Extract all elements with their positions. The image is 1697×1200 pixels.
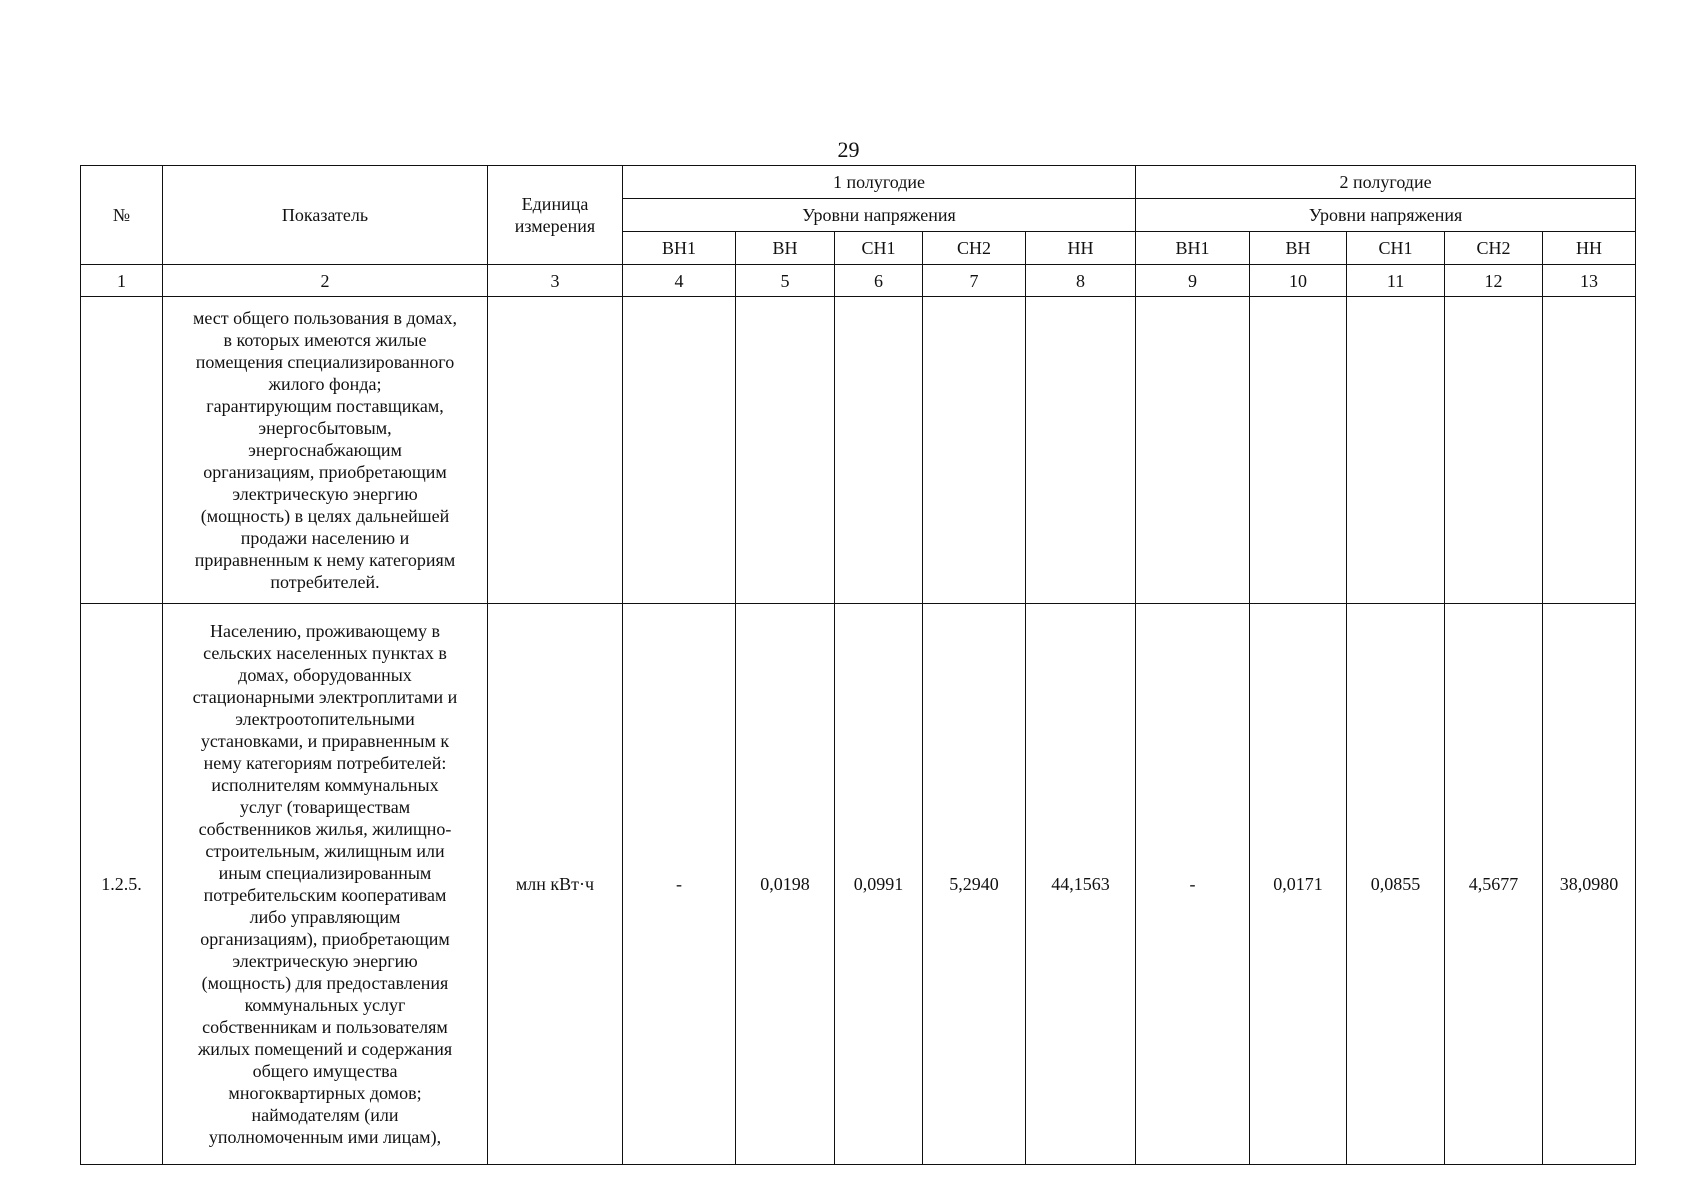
- unit-cell: млн кВт·ч: [488, 604, 623, 1165]
- indicator-line: многоквартирных домов;: [228, 1083, 422, 1103]
- unit-cell: [488, 297, 623, 604]
- indicator-line: исполнителям коммунальных: [211, 775, 439, 795]
- value-cell: 0,0198: [736, 604, 835, 1165]
- value-cell: 0,0855: [1347, 604, 1445, 1165]
- header-level: СН1: [835, 232, 923, 265]
- header-level: ВН: [1250, 232, 1347, 265]
- row-number: 1.2.5.: [81, 604, 163, 1165]
- value-cell: -: [623, 604, 736, 1165]
- indicator-line: продажи населению и: [240, 528, 410, 548]
- column-number: 5: [736, 265, 835, 297]
- indicator-line: в которых имеются жилые: [223, 330, 427, 350]
- indicator-line: общего имущества: [252, 1061, 398, 1081]
- indicator-line: гарантирующим поставщикам,: [206, 396, 444, 416]
- value-cell: [1136, 297, 1250, 604]
- indicator-line: электрическую энергию: [232, 484, 418, 504]
- column-number: 12: [1445, 265, 1543, 297]
- indicator-line: приравненным к нему категориям: [194, 550, 456, 570]
- indicator-line: наймодателям (или: [251, 1105, 399, 1125]
- indicator-line: нему категориям потребителей:: [203, 753, 447, 773]
- indicator-line: строительным, жилищным или: [205, 841, 445, 861]
- header-level: ВН: [736, 232, 835, 265]
- column-number: 13: [1543, 265, 1636, 297]
- value-cell: [1543, 297, 1636, 604]
- header-level: СН1: [1347, 232, 1445, 265]
- header-level: СН2: [1445, 232, 1543, 265]
- indicator-line: организациям, приобретающим: [203, 462, 447, 482]
- header-indicator: Показатель: [163, 166, 488, 265]
- indicator-line: либо управляющим: [249, 907, 401, 927]
- indicator-line: домах, оборудованных: [238, 665, 412, 685]
- indicator-line: помещения специализированного: [195, 352, 455, 372]
- value-cell: 0,0171: [1250, 604, 1347, 1165]
- header-half-1: 1 полугодие: [623, 166, 1136, 199]
- indicator-line: энергоснабжающим: [248, 440, 402, 460]
- header-unit: Единица измерения: [488, 166, 623, 265]
- value-cell: 5,2940: [923, 604, 1026, 1165]
- value-cell: 38,0980: [1543, 604, 1636, 1165]
- column-number: 3: [488, 265, 623, 297]
- header-levels-2: Уровни напряжения: [1136, 199, 1636, 232]
- indicator-line: жилого фонда;: [268, 374, 382, 394]
- table-row: [81, 604, 1636, 1165]
- row-number: [81, 297, 163, 604]
- indicator-line: Населению, проживающему в: [209, 621, 441, 641]
- indicator-line: иным специализированным: [218, 863, 432, 883]
- column-number: 4: [623, 265, 736, 297]
- indicator-text: [163, 604, 488, 1165]
- column-number: 7: [923, 265, 1026, 297]
- indicator-line: энергосбытовым,: [258, 418, 392, 438]
- indicator-line: сельских населенных пунктах в: [203, 643, 447, 663]
- indicator-line: организациям), приобретающим: [200, 929, 450, 949]
- indicator-line: потребителей.: [270, 572, 380, 592]
- page-number: 29: [837, 137, 860, 162]
- indicator-line: уполномоченным ими лицам),: [208, 1127, 442, 1147]
- value-cell: [1026, 297, 1136, 604]
- indicator-line: собственников жилья, жилищно-: [198, 819, 452, 839]
- header-level: СН2: [923, 232, 1026, 265]
- value-cell: [835, 297, 923, 604]
- header-levels-1: Уровни напряжения: [623, 199, 1136, 232]
- column-number: 8: [1026, 265, 1136, 297]
- value-cell: 44,1563: [1026, 604, 1136, 1165]
- column-number: 6: [835, 265, 923, 297]
- header-level: НН: [1543, 232, 1636, 265]
- indicator-line: (мощность) в целях дальнейшей: [200, 506, 450, 526]
- indicator-line: собственникам и пользователям: [202, 1017, 448, 1037]
- indicator-line: жилых помещений и содержания: [197, 1039, 453, 1059]
- indicator-line: (мощность) для предоставления: [201, 973, 449, 993]
- header-level: ВН1: [1136, 232, 1250, 265]
- value-cell: 4,5677: [1445, 604, 1543, 1165]
- value-cell: 0,0991: [835, 604, 923, 1165]
- value-cell: [923, 297, 1026, 604]
- column-number: 2: [163, 265, 488, 297]
- indicator-line: мест общего пользования в домах,: [192, 308, 458, 328]
- value-cell: [623, 297, 736, 604]
- column-number: 1: [81, 265, 163, 297]
- indicator-text: [163, 297, 488, 604]
- value-cell: [1445, 297, 1543, 604]
- header-half-2: 2 полугодие: [1136, 166, 1636, 199]
- indicator-line: коммунальных услуг: [244, 995, 406, 1015]
- header-level: ВН1: [623, 232, 736, 265]
- data-table: [80, 165, 1636, 1165]
- indicator-line: электроотопительными: [235, 709, 415, 729]
- column-number: 11: [1347, 265, 1445, 297]
- header-no: №: [81, 166, 163, 265]
- indicator-line: услуг (товариществам: [239, 797, 411, 817]
- value-cell: [1250, 297, 1347, 604]
- value-cell: -: [1136, 604, 1250, 1165]
- indicator-line: стационарными электроплитами и: [192, 687, 458, 707]
- column-number: 10: [1250, 265, 1347, 297]
- indicator-line: потребительским кооперативам: [203, 885, 447, 905]
- header-level: НН: [1026, 232, 1136, 265]
- value-cell: [1347, 297, 1445, 604]
- indicator-line: установками, и приравненным к: [200, 731, 450, 751]
- value-cell: [736, 297, 835, 604]
- column-number: 9: [1136, 265, 1250, 297]
- table-row: [81, 297, 1636, 604]
- indicator-line: электрическую энергию: [232, 951, 418, 971]
